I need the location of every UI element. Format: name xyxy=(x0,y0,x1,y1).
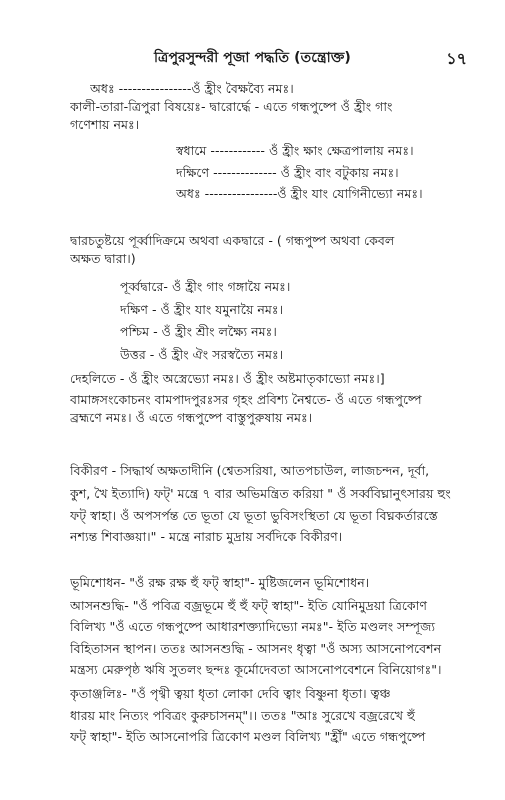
text-line: দেহলিতে - ওঁ হ্রীং অস্ত্রেভ্যো নমঃ। ওঁ হ্রীং অষ্টমাতৃকাভ্যো নমঃ।] xyxy=(70,371,385,386)
text-line: ধারয় মাং নিত্যং পবিত্রং কুরুচাসনম্"।। ততঃ "আঃ সুরেখে বজ্ররেখে হুঁ xyxy=(70,708,416,723)
text-line: অধঃ ----------------ওঁ হ্রীং যাং যোগিনীভ্যো নমঃ। xyxy=(176,186,423,201)
text-line: গণেশায় নমঃ। xyxy=(70,117,140,132)
text-line: অধঃ ----------------ওঁ হ্রীং বৈক্ষব্যৈ নমঃ। xyxy=(90,81,294,96)
text-line: পশ্চিম - ওঁ হ্রীং শ্রীং লক্ষ্যৈ নমঃ। xyxy=(120,324,277,339)
text-line: দক্ষিণে -------------- ওঁ হ্রীং বাং বটুকায় নমঃ। xyxy=(176,165,399,180)
text-line: অক্ষত দ্বারা।) xyxy=(70,251,136,266)
text-line: কৃতাঞ্জলিঃ- "ওঁ পৃথ্বী ত্বয়া ধৃতা লোকা দেবি ত্বাং বিষ্ণুনা ধৃতা। ত্বঞ্চ xyxy=(70,686,391,701)
text-line: উত্তর - ওঁ হ্রীং ঐং সরস্বত্যৈ নমঃ। xyxy=(120,347,284,362)
text-line: ভূমিশোধন- "ওঁ রক্ষ রক্ষ হুঁ ফট্ স্বাহা"- মুষ্টিজলেন ভূমিশোধন। xyxy=(70,575,370,590)
text-line: স্বধামে ------------ ওঁ হ্রীং ক্ষাং ক্ষেত্রপালায় নমঃ। xyxy=(176,143,414,158)
page-header-title: ত্রিপুরসুন্দরী পূজা পদ্ধতি (তন্ত্রোক্ত) xyxy=(154,50,351,66)
text-line: ফট্ স্বাহা। ওঁ অপসর্পন্ত তে ভূতা যে ভূতা ভুবিসংস্থিতা যে ভূতা বিঘ্নকর্তারস্তে xyxy=(70,508,438,523)
text-line: মন্ত্রস্য মেরুপৃষ্ঠ ঋষি সুতলং ছন্দঃ কূর্মোদেবতা আসনোপবেশনে বিনিয়োগঃ"। xyxy=(70,662,442,677)
text-line: আসনশুদ্ধি- "ওঁ পবিত্র বজ্রভূমে হুঁ হুঁ ফট্ স্বাহা"- ইতি যোনিমুদ্রয়া ত্রিকোণ xyxy=(70,598,427,613)
text-line: দক্ষিণ - ওঁ হ্রীং যাং যমুনায়ৈ নমঃ। xyxy=(120,302,284,317)
text-line: কালী-তারা-ত্রিপুরা বিষয়েঃ- দ্বারোর্দ্ধে - এতে গন্ধপুষ্পে ওঁ হ্রীং গাং xyxy=(70,99,393,114)
text-line: বিকীরণ - সিদ্ধার্থ অক্ষতাদীনি (শ্বেতসরিষা, আতপচাউল, লাজচন্দন, দূর্বা, xyxy=(70,463,430,478)
text-line: নশ্যন্ত শিবাজ্ঞয়া।" - মন্ত্রে নারাচ মুদ্রায় সর্বদিকে বিকীরণ। xyxy=(70,529,343,544)
text-line: বামাঙ্গসংকোচনং বামপাদপুরঃসর গৃহং প্রবিশ্য নৈশ্বতে- ওঁ এতে গন্ধপুষ্পে xyxy=(70,392,422,407)
text-line: পূর্ব্বদ্বারে- ওঁ হ্রীং গাং গঙ্গায়ৈ নমঃ। xyxy=(120,279,291,294)
text-line: কুশ, খৈ ইত্যাদি) ফট্‌' মন্ত্রে ৭ বার অভিমন্ত্রিত করিয়া " ওঁ সর্ব্ববিঘ্নানুৎসারয় হুং xyxy=(70,486,451,501)
text-line: ব্রহ্মণে নমঃ। ওঁ এতে গন্ধপুষ্পে বাস্তুপুরুষায় নমঃ। xyxy=(70,410,313,425)
text-line: ফট্ স্বাহা"- ইতি আসনোপরি ত্রিকোণ মণ্ডল বিলিখ্য "হ্রীঁ" এতে গন্ধপুষ্পে xyxy=(70,729,426,744)
text-line: দ্বারচতুষ্টয়ে পূর্ব্বাদিক্রমে অথবা একদ্বারে - ( গন্ধপুষ্প অথবা কেবল xyxy=(70,233,395,248)
text-line: বিহিতাসন স্থাপন। ততঃ আসনশুদ্ধি - আসনং ধৃত্বা "ওঁ অস্য আসনোপবেশন xyxy=(70,641,442,656)
page-number: ১৭ xyxy=(446,49,467,68)
text-line: বিলিখ্য "ওঁ এতে গন্ধপুষ্পে আধারশক্ত্যাদিভ্যো নমঃ"- ইতি মণ্ডলং সম্পূজ্য xyxy=(70,619,435,634)
